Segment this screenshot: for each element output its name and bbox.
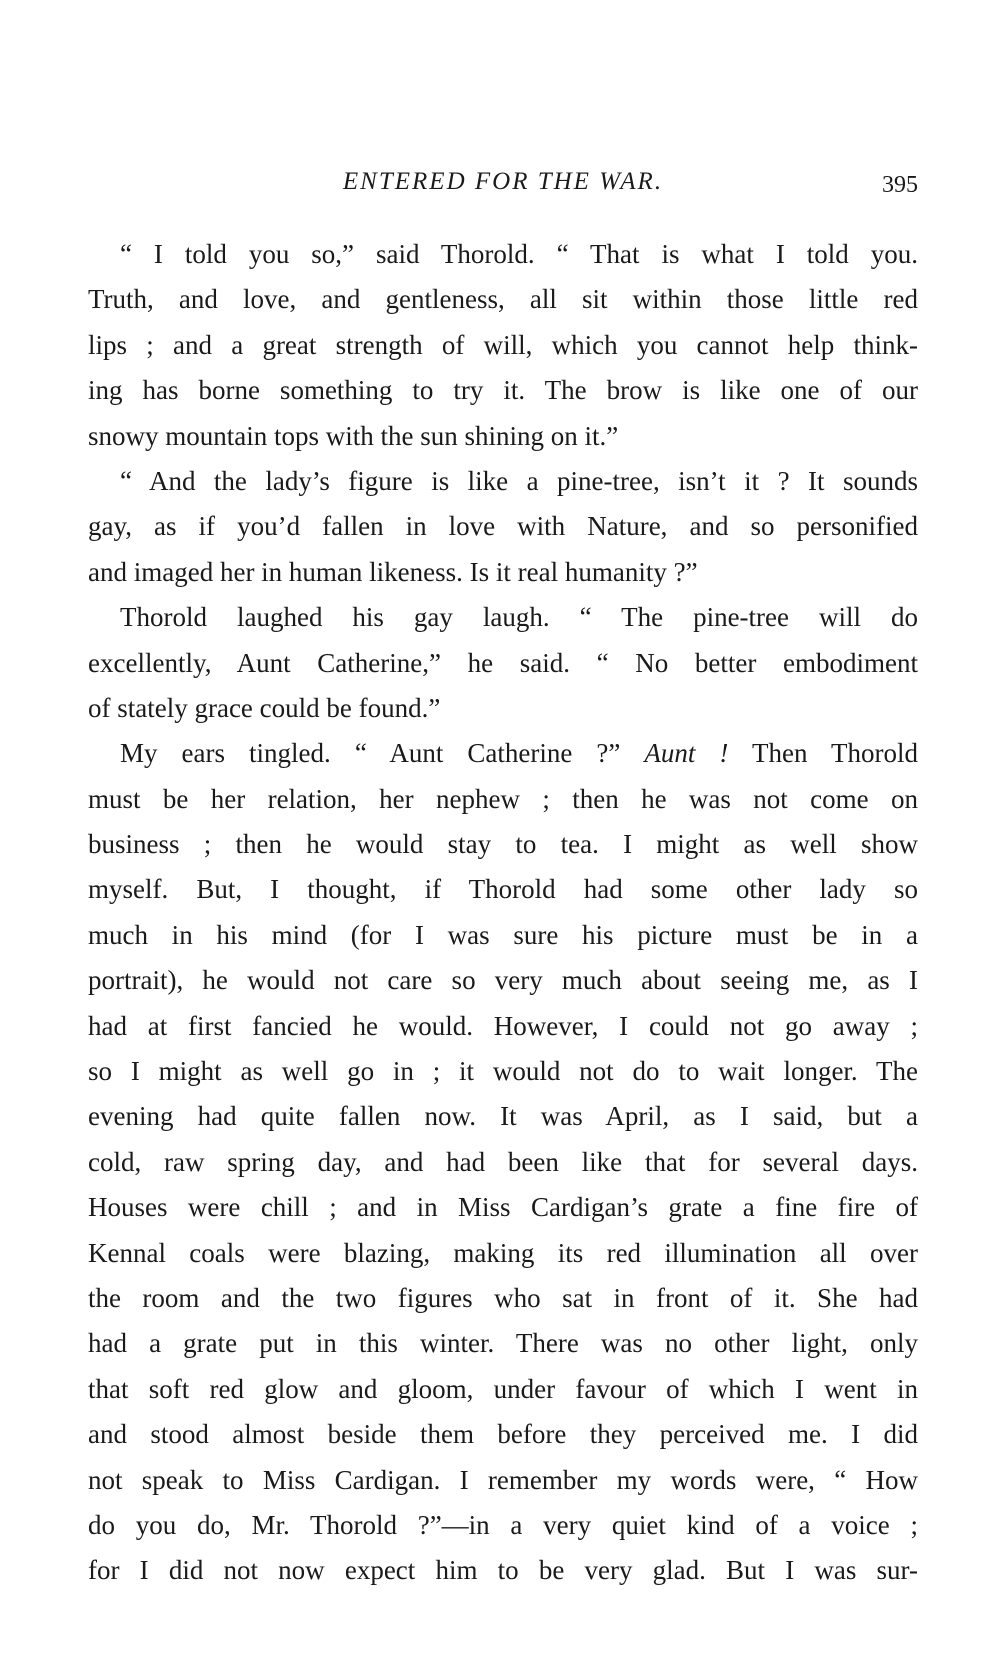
text-line: ing has borne something to try it. The brow is like one of our [88,375,918,406]
line-segment: Then Thorold [752,738,919,769]
text-line: lips ; and a great strength of will, which you cannot help think- [88,329,918,360]
text-line: cold, raw spring day, and had been like that for several days. [88,1146,918,1177]
line-segment: My ears tingled. “ Aunt Catherine ?” [120,738,621,769]
text-line: portrait), he would not care so very much about seeing me, as I [88,965,918,996]
text-line: so I might as well go in ; it would not do to wait longer. The [88,1056,918,1087]
text-line: must be her relation, her nephew ; then he was not come on [88,783,918,814]
text-line: had at first fancied he would. However, I could not go away ; [88,1010,918,1041]
text-line: Houses were chill ; and in Miss Cardigan’s grate a fine fire of [88,1192,918,1223]
text-line: myself. But, I thought, if Thorold had some other lady so [88,874,918,905]
text-line: and imaged her in human likeness. Is it real humanity ?” [88,556,698,587]
text-line: excellently, Aunt Catherine,” he said. “ No better embodiment [88,647,918,678]
text-line: that soft red glow and gloom, under favour of which I went in [88,1373,918,1404]
text-line: “ I told you so,” said Thorold. “ That is what I told you. [120,239,918,269]
text-line: gay, as if you’d fallen in love with Nature, and so personified [88,511,918,542]
running-head [88,168,918,204]
text-line: the room and the two figures who sat in front of it. She had [88,1282,918,1313]
running-title: ENTERED FOR THE WAR. [342,168,664,195]
text-line: business ; then he would stay to tea. I might as well show [88,829,918,860]
text-line: snowy mountain tops with the sun shining on it.” [88,420,619,451]
text-line: and stood almost beside them before they perceived me. I did [88,1419,918,1450]
text-line: Truth, and love, and gentleness, all sit within those little red [88,284,918,315]
italic-word: Aunt ! [644,738,729,769]
body-text [88,232,918,1594]
text-line: of stately grace could be found.” [88,692,441,723]
text-line: evening had quite fallen now. It was April, as I said, but a [88,1101,918,1132]
page-number: 395 [882,172,918,198]
text-line: not speak to Miss Cardigan. I remember my words were, “ How [88,1464,918,1495]
text-line: for I did not now expect him to be very glad. But I was sur- [88,1555,918,1586]
text-line: “ And the lady’s figure is like a pine-tree, isn’t it ? It sounds [120,465,918,496]
text-line: Kennal coals were blazing, making its red illumination all over [88,1237,918,1268]
text-line: Thorold laughed his gay laugh. “ The pine-tree will do [120,602,918,633]
text-line: much in his mind (for I was sure his picture must be in a [88,919,918,950]
text-line: do you do, Mr. Thorold ?”—in a very quiet kind of a voice ; [88,1509,918,1540]
text-line-mixed [88,731,918,776]
text-line: had a grate put in this winter. There was no other light, only [88,1328,918,1359]
